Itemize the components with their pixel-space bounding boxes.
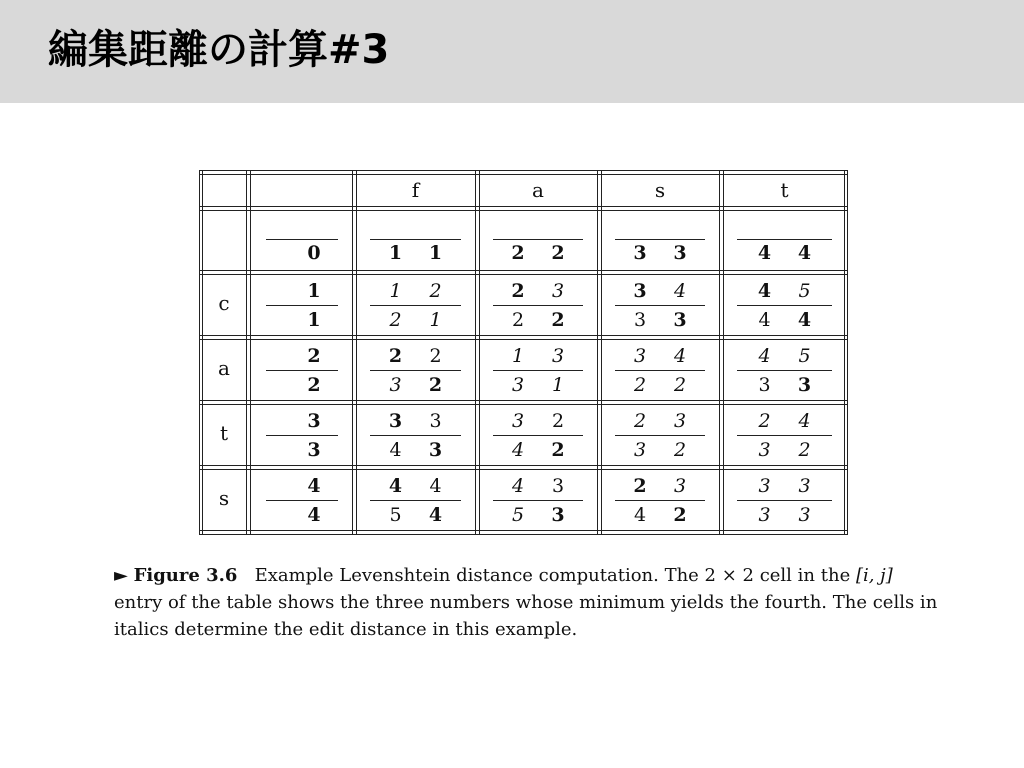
cell-divider	[370, 370, 461, 371]
cell-value: 2	[307, 344, 321, 367]
cell-value: 2	[511, 308, 525, 331]
table-rule	[199, 469, 848, 470]
cell-value: 3	[389, 373, 402, 396]
cell-value: 2	[388, 344, 403, 367]
cell-value: 4	[307, 474, 321, 497]
row-header-c: c	[218, 290, 230, 315]
cell-value: 2	[429, 279, 442, 302]
table-rule	[199, 339, 848, 340]
cell-value: 0	[307, 242, 321, 264]
cell-value: 3	[758, 373, 771, 396]
caption-text-part2: entry of the table shows the three numbers whose minimum yields the fourth. The cells in italics determine the edit distance in this example.	[114, 592, 938, 640]
cell-divider	[737, 305, 832, 306]
cell-divider	[493, 435, 583, 436]
cell-value: 3	[798, 503, 811, 526]
column-header-t: t	[780, 178, 789, 202]
cell-value: 4	[757, 242, 772, 264]
cell-value: 2	[673, 373, 687, 396]
cell-divider	[370, 500, 461, 501]
cell-divider	[615, 435, 705, 436]
cell-value: 3	[673, 308, 687, 331]
caption-figure-label: Figure 3.6	[133, 565, 238, 586]
cell-value: 2	[307, 373, 321, 396]
cell-divider	[615, 239, 705, 240]
table-column-rule	[597, 170, 598, 534]
table-rule	[199, 274, 848, 275]
table-column-rule	[202, 170, 203, 534]
cell-value: 4	[758, 344, 771, 367]
cell-value: 2	[673, 438, 687, 461]
cell-value: 3	[797, 373, 812, 396]
cell-value: 2	[429, 344, 442, 367]
cell-value: 2	[633, 373, 647, 396]
cell-divider	[737, 435, 832, 436]
table-rule	[199, 174, 848, 175]
cell-value: 1	[551, 373, 565, 396]
cell-value: 2	[511, 279, 525, 302]
cell-value: 3	[388, 409, 403, 432]
cell-value: 4	[673, 279, 687, 302]
cell-value: 2	[389, 308, 402, 331]
cell-divider	[615, 500, 705, 501]
cell-value: 3	[758, 438, 771, 461]
cell-value: 3	[551, 344, 565, 367]
cell-value: 4	[758, 308, 771, 331]
cell-value: 4	[389, 438, 402, 461]
cell-divider	[493, 239, 583, 240]
cell-divider	[266, 370, 338, 371]
cell-value: 2	[551, 438, 565, 461]
cell-divider	[266, 500, 338, 501]
cell-value: 3	[633, 308, 647, 331]
cell-value: 1	[307, 279, 321, 302]
column-header-a: a	[532, 178, 544, 202]
cell-value: 4	[757, 279, 772, 302]
cell-divider	[737, 239, 832, 240]
cell-divider	[370, 239, 461, 240]
row-header-s: s	[218, 485, 230, 510]
cell-value: 4	[633, 503, 647, 526]
levenshtein-table	[199, 170, 848, 536]
cell-value: 5	[798, 344, 811, 367]
cell-divider	[493, 305, 583, 306]
table-rule	[199, 465, 848, 466]
table-column-rule	[475, 170, 476, 534]
table-column-rule	[356, 170, 357, 534]
table-column-rule	[246, 170, 247, 534]
caption-math: [i, j]	[855, 565, 893, 586]
cell-value: 3	[511, 373, 525, 396]
caption-marker: ►	[114, 565, 128, 586]
cell-value: 1	[429, 308, 442, 331]
cell-divider	[615, 370, 705, 371]
cell-value: 3	[429, 409, 442, 432]
cell-divider	[493, 500, 583, 501]
cell-divider	[370, 435, 461, 436]
table-column-rule	[719, 170, 720, 534]
caption-text-part1: Example Levenshtein distance computation. The 2 × 2 cell in the	[254, 565, 856, 586]
table-rule	[199, 210, 848, 211]
cell-value: 5	[511, 503, 525, 526]
table-column-rule	[601, 170, 602, 534]
row-header-a: a	[218, 355, 230, 380]
cell-value: 3	[633, 438, 647, 461]
cell-value: 1	[511, 344, 525, 367]
slide-title: 編集距離の計算#3	[48, 27, 390, 73]
cell-value: 4	[797, 242, 812, 264]
cell-value: 1	[388, 242, 403, 264]
cell-divider	[266, 239, 338, 240]
table-rule	[199, 534, 848, 535]
cell-divider	[615, 305, 705, 306]
cell-value: 2	[758, 409, 771, 432]
cell-value: 3	[673, 474, 687, 497]
table-column-rule	[199, 170, 200, 534]
cell-value: 3	[551, 474, 565, 497]
cell-divider	[370, 305, 461, 306]
cell-value: 2	[633, 474, 647, 497]
cell-value: 5	[389, 503, 402, 526]
cell-value: 3	[511, 409, 525, 432]
table-column-rule	[479, 170, 480, 534]
cell-value: 4	[307, 503, 321, 526]
cell-value: 4	[388, 474, 403, 497]
cell-value: 2	[798, 438, 811, 461]
table-rule	[199, 530, 848, 531]
table-rule	[199, 270, 848, 271]
cell-divider	[737, 370, 832, 371]
cell-value: 1	[389, 279, 402, 302]
cell-value: 1	[307, 308, 321, 331]
cell-value: 4	[511, 438, 525, 461]
table-rule	[199, 335, 848, 336]
cell-divider	[493, 370, 583, 371]
table-rule	[199, 206, 848, 207]
table-column-rule	[352, 170, 353, 534]
table-column-rule	[847, 170, 848, 534]
cell-value: 3	[758, 474, 771, 497]
cell-value: 2	[511, 242, 525, 264]
cell-value: 4	[511, 474, 525, 497]
column-header-f: f	[411, 178, 420, 202]
table-column-rule	[250, 170, 251, 534]
cell-value: 1	[428, 242, 443, 264]
cell-divider	[737, 500, 832, 501]
cell-value: 4	[429, 474, 442, 497]
cell-value: 3	[307, 438, 321, 461]
table-column-rule	[723, 170, 724, 534]
cell-divider	[266, 305, 338, 306]
cell-value: 2	[551, 242, 565, 264]
cell-value: 5	[798, 279, 811, 302]
cell-value: 4	[673, 344, 687, 367]
cell-value: 3	[307, 409, 321, 432]
table-column-rule	[844, 170, 845, 534]
cell-value: 2	[551, 308, 565, 331]
cell-value: 3	[551, 279, 565, 302]
table-rule	[199, 400, 848, 401]
cell-value: 3	[633, 279, 647, 302]
cell-value: 2	[428, 373, 443, 396]
cell-value: 4	[798, 409, 811, 432]
cell-value: 3	[633, 242, 647, 264]
figure-caption	[114, 562, 944, 643]
slide-title-bar	[0, 0, 1024, 103]
cell-value: 3	[428, 438, 443, 461]
column-header-s: s	[654, 178, 666, 202]
cell-value: 3	[758, 503, 771, 526]
cell-value: 2	[551, 409, 565, 432]
cell-value: 3	[551, 503, 565, 526]
cell-value: 3	[673, 409, 687, 432]
row-header-t: t	[219, 420, 229, 445]
cell-value: 2	[673, 503, 687, 526]
cell-value: 4	[428, 503, 443, 526]
cell-divider	[266, 435, 338, 436]
cell-value: 4	[797, 308, 812, 331]
table-rule	[199, 170, 848, 171]
cell-value: 2	[633, 409, 647, 432]
table-rule	[199, 404, 848, 405]
cell-value: 3	[673, 242, 687, 264]
cell-value: 3	[798, 474, 811, 497]
cell-value: 3	[633, 344, 647, 367]
